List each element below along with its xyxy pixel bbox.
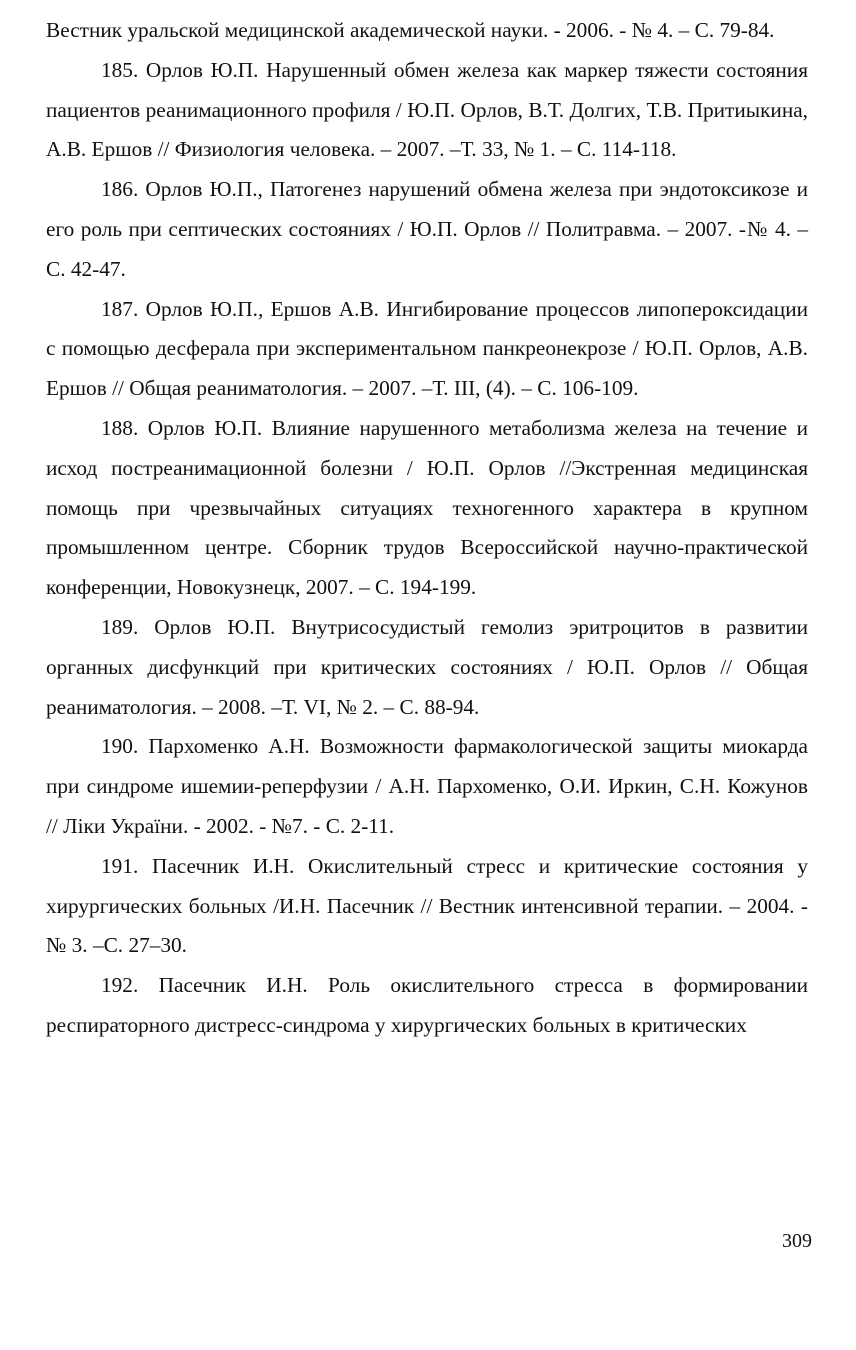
reference-entry-184-continued: Вестник уральской медицинской академической науки. - 2006. - № 4. – С. 79-84. <box>46 18 775 42</box>
reference-entry-190: 190. Пархоменко А.Н. Возможности фармакологической защиты миокарда при синдроме ишемии-реперфузии / А.Н. Пархоменко, О.И. Иркин, С.Н. Кожунов // Ліки України. - 2002. - №7. - С. 2-11. <box>46 734 808 838</box>
reference-list <box>46 11 808 1046</box>
reference-entry-185: 185. Орлов Ю.П. Нарушенный обмен железа как маркер тяжести состояния пациентов реанимационного профиля / Ю.П. Орлов, В.Т. Долгих, Т.В. Притиыкина, А.В. Ершов // Физиология человека. – 2007. –Т. 33, № 1. – С. 114-118. <box>46 57 808 162</box>
reference-entry-191: 191. Пасечник И.Н. Окислительный стресс и критические состояния у хирургических больных /И.Н. Пасечник // Вестник интенсивной терапии. – 2004. - № 3. –С. 27–30. <box>46 853 808 958</box>
reference-entry-189: 189. Орлов Ю.П. Внутрисосудистый гемолиз эритроцитов в развитии органных дисфункций при критических состояниях / Ю.П. Орлов // Общая реаниматология. – 2008. –Т. VI, № 2. – С. 88-94. <box>46 614 808 719</box>
reference-entry-186: 186. Орлов Ю.П., Патогенез нарушений обмена железа при эндотоксикозе и его роль при септических состояниях / Ю.П. Орлов // Политравма. – 2007. -№ 4. –С. 42-47. <box>46 177 808 281</box>
reference-entry-188: 188. Орлов Ю.П. Влияние нарушенного метаболизма железа на течение и исход постреанимационной болезни / Ю.П. Орлов //Экстренная медицинская помощь при чрезвычайных ситуациях техногенного характера в крупном промышленном центре. Сборник трудов Всероссийской научно-практической конференции, Новокузнецк, 2007. – С. 194-199. <box>46 415 808 600</box>
reference-entry-187: 187. Орлов Ю.П., Ершов А.В. Ингибирование процессов липопероксидации с помощью десферала при экспериментальном панкреонекрозе / Ю.П. Орлов, А.В. Ершов // Общая реаниматология. – 2007. –Т. III, (4). – С. 106-109. <box>46 296 808 401</box>
reference-entry-192: 192. Пасечник И.Н. Роль окислительного стресса в формировании респираторного дистресс-синдрома у хирургических больных в критических <box>46 973 808 1037</box>
page-number: 309 <box>782 1230 812 1252</box>
